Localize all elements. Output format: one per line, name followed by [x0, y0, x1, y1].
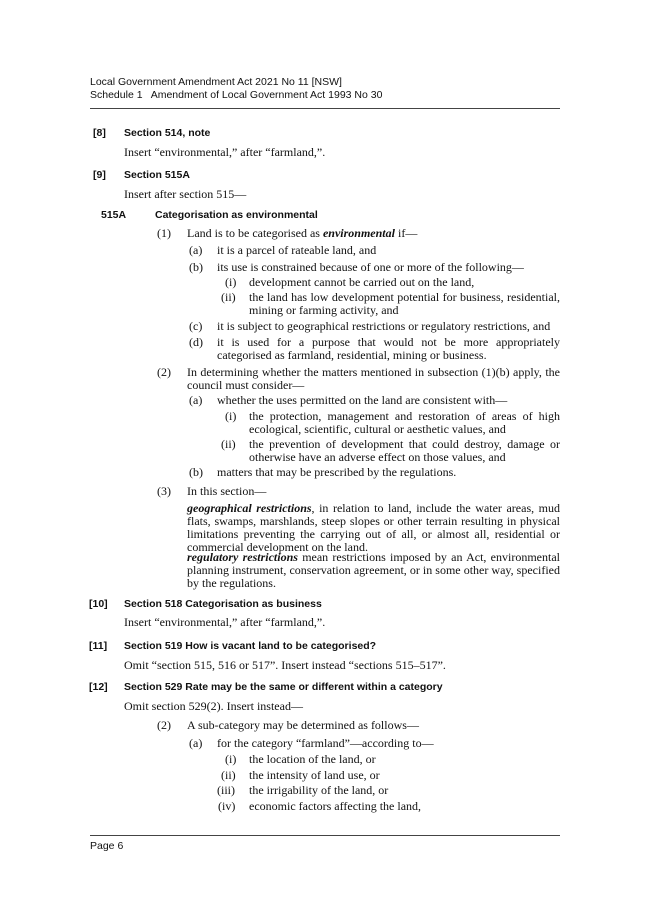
- item-number: [9]: [93, 169, 106, 181]
- subparagraph-text: the location of the land, or: [249, 752, 376, 766]
- subparagraph-text: economic factors affecting the land,: [249, 799, 422, 813]
- paragraph-text: for the category “farmland”—according to—: [217, 736, 434, 750]
- subsection-number: (1): [157, 226, 171, 240]
- item-instruction: Insert “environmental,” after “farmland,”.: [124, 145, 326, 159]
- subparagraph-number: (i): [225, 752, 237, 766]
- paragraph-number: (a): [189, 736, 203, 750]
- paragraph-text: it is subject to geographical restrictions or regulatory restrictions, and: [217, 319, 551, 333]
- item-heading: Section 519 How is vacant land to be categorised?: [124, 640, 377, 652]
- definition-geographical-restrictions: geographical restrictions, in relation to land, include the water areas, mud flats, swamps, marshlands, steep slopes or other terrain resulting in physical limitations preventing the carrying out of all, or almost all, residential or commercial development on the land.: [187, 501, 560, 554]
- item-instruction: Insert “environmental,” after “farmland,”.: [124, 615, 326, 629]
- paragraph-number: (d): [189, 335, 203, 349]
- subparagraph-text: the prevention of development that could destroy, damage or otherwise have an adverse effect on those values, and: [249, 437, 560, 464]
- header-act-title: Local Government Amendment Act 2021 No 11 [NSW]: [90, 76, 342, 88]
- item-number: [8]: [93, 127, 106, 139]
- subparagraph-text: the land has low development potential for business, residential, mining or farming activity, and: [249, 290, 560, 317]
- item-number: [11]: [89, 640, 108, 652]
- footer-divider: [90, 835, 560, 836]
- paragraph-number: (c): [189, 319, 203, 333]
- item-heading: Section 518 Categorisation as business: [124, 598, 322, 610]
- subparagraph-number: (ii): [221, 290, 236, 304]
- subparagraph-text: the intensity of land use, or: [249, 768, 380, 782]
- paragraph-number: (b): [189, 465, 203, 479]
- paragraph-number: (a): [189, 243, 203, 257]
- header-divider: [90, 108, 560, 109]
- paragraph-number: (a): [189, 393, 203, 407]
- subparagraph-number: (ii): [221, 437, 236, 451]
- item-instruction: Omit “section 515, 516 or 517”. Insert instead “sections 515–517”.: [124, 658, 446, 672]
- subsection-text: Land is to be categorised as environmental if—: [187, 226, 418, 240]
- item-instruction: Omit section 529(2). Insert instead—: [124, 699, 303, 713]
- definition-regulatory-restrictions: regulatory restrictions mean restrictions imposed by an Act, environmental planning instrument, conservation agreement, or in some other way, specified by the regulations.: [187, 550, 560, 590]
- defined-term: environmental: [322, 226, 395, 240]
- paragraph-number: (b): [189, 260, 203, 274]
- subsection-text: In this section—: [187, 484, 267, 498]
- subparagraph-number: (i): [225, 409, 237, 423]
- subparagraph-text: development cannot be carried out on the land,: [249, 275, 475, 289]
- item-number: [12]: [89, 681, 108, 693]
- item-heading: Section 529 Rate may be the same or different within a category: [124, 681, 443, 693]
- subsection-number: (3): [157, 484, 171, 498]
- paragraph-text: matters that may be prescribed by the regulations.: [217, 465, 457, 479]
- paragraph-text: it is used for a purpose that would not be more appropriately categorised as farmland, residential, mining or business.: [217, 335, 560, 362]
- subparagraph-number: (i): [225, 275, 237, 289]
- subparagraph-number: (iii): [217, 783, 235, 797]
- paragraph-text: whether the uses permitted on the land are consistent with—: [217, 393, 508, 407]
- subsection-text: In determining whether the matters mentioned in subsection (1)(b) apply, the council must consider—: [187, 365, 560, 392]
- section-number: 515A: [101, 209, 127, 221]
- subsection-number: (2): [157, 365, 171, 379]
- page-number: Page 6: [90, 840, 124, 852]
- subparagraph-text: the irrigability of the land, or: [249, 783, 389, 797]
- subparagraph-number: (ii): [221, 768, 236, 782]
- header-schedule: Schedule 1 Amendment of Local Government Act 1993 No 30: [90, 89, 383, 101]
- paragraph-text: its use is constrained because of one or more of the following—: [217, 260, 524, 274]
- item-heading: Section 514, note: [124, 127, 211, 139]
- subparagraph-number: (iv): [218, 799, 236, 813]
- subsection-number: (2): [157, 718, 171, 732]
- item-heading: Section 515A: [124, 169, 190, 181]
- item-number: [10]: [89, 598, 108, 610]
- item-instruction: Insert after section 515—: [124, 187, 247, 201]
- subsection-text: A sub-category may be determined as follows—: [187, 718, 419, 732]
- section-heading: Categorisation as environmental: [155, 209, 318, 221]
- subparagraph-text: the protection, management and restoration of areas of high ecological, scientific, cultural or aesthetic values, and: [249, 409, 560, 436]
- paragraph-text: it is a parcel of rateable land, and: [217, 243, 377, 257]
